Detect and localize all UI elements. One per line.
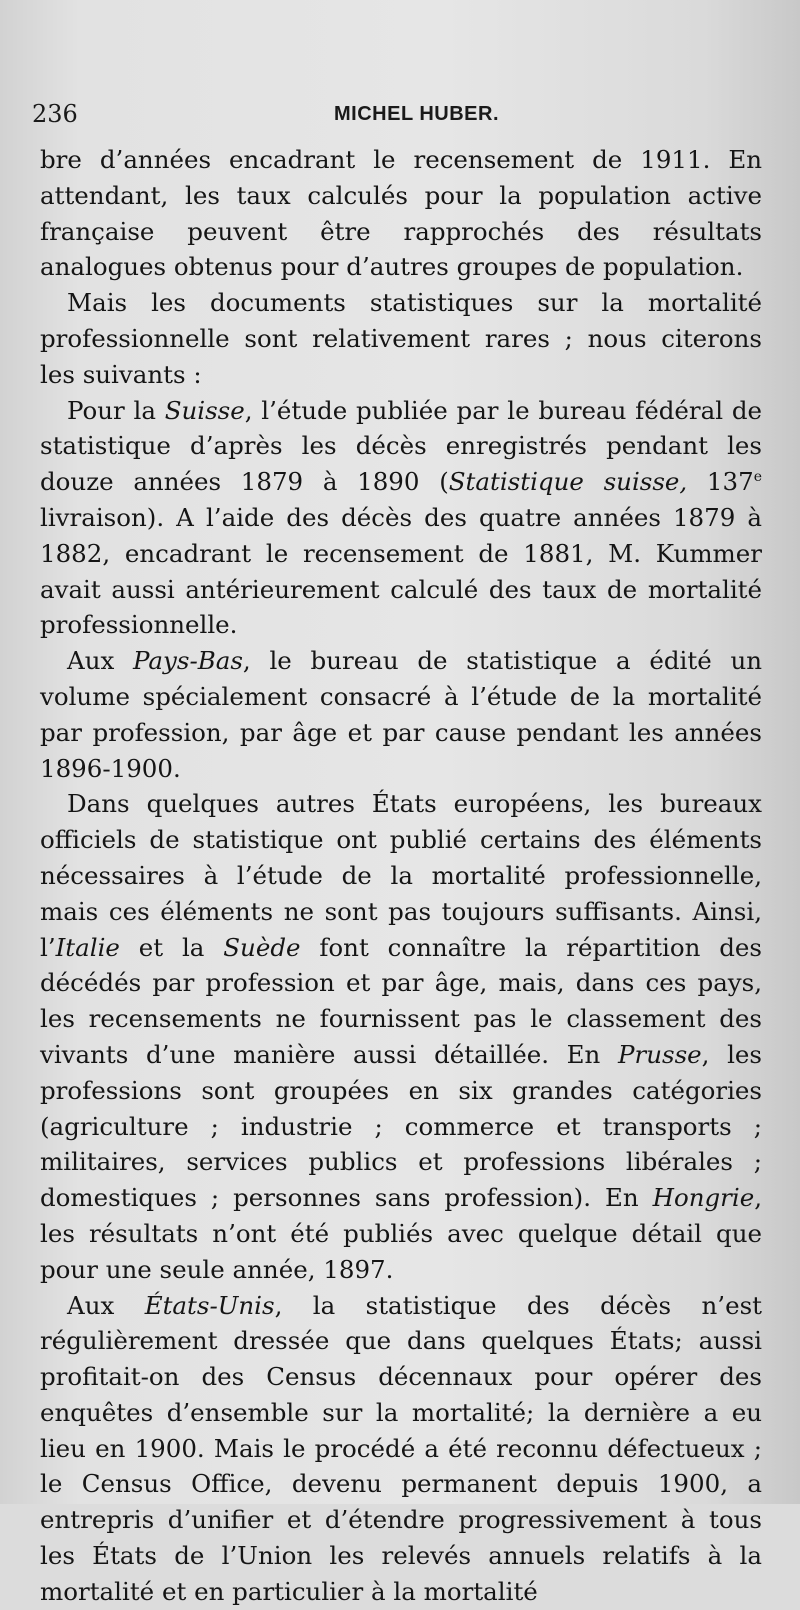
page-number: 236 bbox=[32, 100, 78, 128]
running-title: MICHEL HUBER. bbox=[334, 103, 500, 125]
paragraph-text: Aux bbox=[67, 1290, 145, 1320]
paragraph-text: , l’étude publiée par le bureau fédéral de statistique d’après les décès enregistrés pendant les douze années 1879 à 1890 ( bbox=[40, 395, 762, 497]
paragraph-2 bbox=[40, 285, 762, 392]
paragraph-text: , les résultats n’ont été publiés avec quelque détail que pour une seule année, 1897. bbox=[40, 1183, 762, 1284]
paragraph-suisse bbox=[40, 393, 762, 644]
paragraph-text: Aux bbox=[67, 646, 134, 676]
paragraph-text: Dans quelques autres États européens, les bureaux officiels de statistique ont publié certains des éléments nécessaires à l’étude de la mortalité professionnelle, mais ces éléments ne sont pas toujours suffisants. Ainsi, l’ bbox=[40, 789, 762, 962]
superscript: e bbox=[753, 469, 762, 486]
paragraph-text: 137 bbox=[687, 467, 754, 497]
paragraph-etats-unis bbox=[40, 1288, 762, 1610]
paragraph-text: , la statistique des décès n’est régulièrement dressée que dans quelques États; aussi profitait-on des Census décennaux pour opérer des enquêtes d’ensemble sur la mortalité; la dernière a eu lieu en 1900. Mais le procédé a été reconnu défectueux ; le Census Office, devenu permanent depuis 1900, a entrepris d’unifier et d’étendre progressivement à tous les États de l’Union les relevés annuels relatifs à la mortalité et en particulier à la mortalité bbox=[40, 1290, 762, 1606]
italic-country: Italie bbox=[55, 932, 120, 962]
italic-country: États-Unis bbox=[144, 1290, 275, 1320]
body-text bbox=[40, 142, 762, 1610]
paragraph-text: Mais les documents statistiques sur la mortalité professionnelle sont relativement rares ; nous citerons les suivants : bbox=[40, 288, 762, 389]
paragraph-1 bbox=[40, 142, 762, 285]
italic-country: Pays-Bas bbox=[133, 646, 243, 676]
paragraph-text: bre d’années encadrant le recensement de 1911. En attendant, les taux calculés pour la population active française peuvent être rapprochés des résultats analogues obtenus pour d’autres groupes de population. bbox=[40, 145, 762, 282]
italic-country: Suisse bbox=[164, 395, 245, 425]
italic-country: Hongrie bbox=[652, 1183, 755, 1213]
paragraph-pays-bas bbox=[40, 643, 762, 786]
paragraph-text: Pour la bbox=[67, 395, 165, 425]
paragraph-text: , les professions sont groupées en six grandes catégories (agriculture ; industrie ; commerce et transports ; militaires, services publics et professions libérales ; domestiques ; personnes sans profession). En bbox=[40, 1039, 763, 1213]
paragraph-text: font connaître la répartition des décédés par profession et par âge, mais, dans ces pays, les recensements ne fournissent pas le classement des vivants d’une manière aussi détaillée. En bbox=[40, 932, 763, 1069]
paragraph-text: et la bbox=[119, 932, 224, 962]
paragraph-text: livraison). A l’aide des décès des quatre années 1879 à 1882, encadrant le recensement de 1881, M. Kummer avait aussi antérieurement calculé des taux de mortalité professionnelle. bbox=[40, 502, 762, 640]
italic-title: Statistique suisse, bbox=[448, 467, 688, 497]
paragraph-etats-europeens bbox=[40, 786, 762, 1287]
italic-country: Suède bbox=[223, 932, 301, 962]
page-header bbox=[32, 100, 760, 134]
paragraph-text: , le bureau de statistique a édité un volume spécialement consacré à l’étude de la mortalité par profession, par âge et par cause pendant les années 1896-1900. bbox=[40, 646, 763, 783]
italic-country: Prusse bbox=[618, 1039, 702, 1069]
